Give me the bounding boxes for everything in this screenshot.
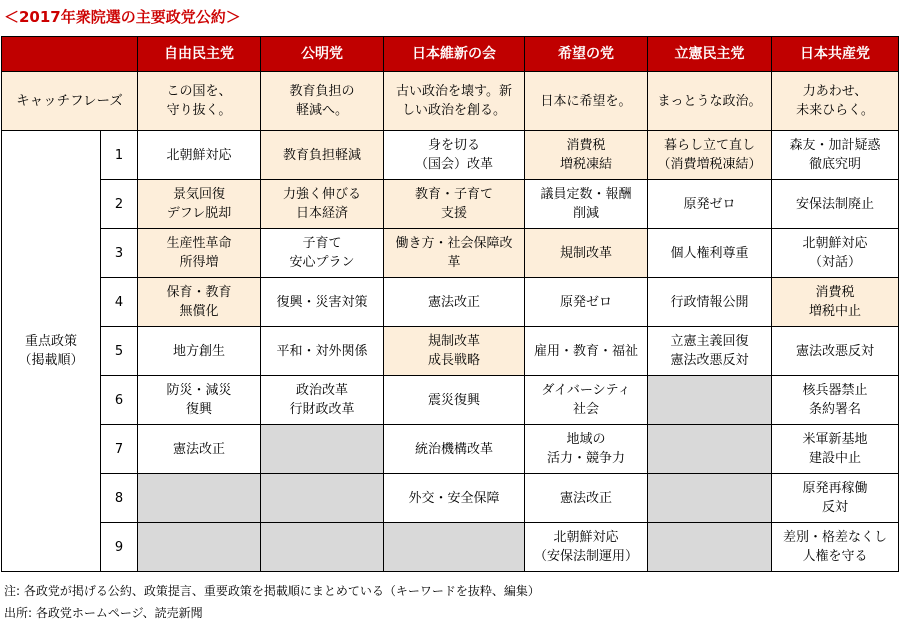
policy-cell: 政治改革 行財政改革 [261,376,384,425]
party-header: 自由民主党 [138,37,261,72]
policy-cell: ダイバーシティ 社会 [525,376,648,425]
catchphrase-cell: まっとうな政治。 [648,72,772,131]
page-title: ＜2017年衆院選の主要政党公約＞ [4,8,241,26]
party-header: 日本共産党 [772,37,899,72]
policy-cell: 憲法改正 [525,474,648,523]
policy-row [2,376,899,425]
empty-cell [261,523,384,572]
rank-number: 4 [101,278,138,327]
rank-number: 6 [101,376,138,425]
policy-cell: 震災復興 [384,376,525,425]
policy-cell: 原発ゼロ [648,180,772,229]
rank-number: 2 [101,180,138,229]
policy-cell: 防災・減災 復興 [138,376,261,425]
empty-cell [261,425,384,474]
rank-number: 3 [101,229,138,278]
policy-cell: 北朝鮮対応 （対話） [772,229,899,278]
policy-cell: 教育・子育て 支援 [384,180,525,229]
policy-cell: 憲法改正 [138,425,261,474]
policy-cell: 規制改革 成長戦略 [384,327,525,376]
manifesto-table [1,36,899,572]
header-corner [2,37,138,72]
source-text: 出所: 各政党ホームページ、読売新聞 [4,606,203,620]
catchphrase-label: キャッチフレーズ [2,72,138,131]
policy-cell: 雇用・教育・福祉 [525,327,648,376]
policy-cell: 行政情報公開 [648,278,772,327]
policy-row [2,278,899,327]
party-header: 希望の党 [525,37,648,72]
empty-cell [261,474,384,523]
policy-cell: 消費税 増税中止 [772,278,899,327]
rank-number: 1 [101,131,138,180]
policy-cell: 統治機構改革 [384,425,525,474]
policy-cell: 立憲主義回復 憲法改悪反対 [648,327,772,376]
policy-row [2,474,899,523]
catchphrase-cell: 力あわせ、 未来ひらく。 [772,72,899,131]
policy-cell: 働き方・社会保障改 革 [384,229,525,278]
policy-cell: 憲法改悪反対 [772,327,899,376]
policy-cell: 消費税 増税凍結 [525,131,648,180]
policy-cell: 復興・災害対策 [261,278,384,327]
policy-cell: 景気回復 デフレ脱却 [138,180,261,229]
footnotes [4,580,540,624]
policy-cell: 核兵器禁止 条約署名 [772,376,899,425]
policy-cell: 憲法改正 [384,278,525,327]
policy-cell: 森友・加計疑惑 徹底究明 [772,131,899,180]
rank-number: 9 [101,523,138,572]
party-header: 立憲民主党 [648,37,772,72]
policy-row [2,327,899,376]
empty-cell [138,523,261,572]
policy-cell: 差別・格差なくし 人権を守る [772,523,899,572]
policy-row [2,523,899,572]
policy-row [2,425,899,474]
policy-cell: 保育・教育 無償化 [138,278,261,327]
catchphrase-cell: この国を、 守り抜く。 [138,72,261,131]
party-header: 公明党 [261,37,384,72]
policy-cell: 安保法制廃止 [772,180,899,229]
policy-cell: 身を切る （国会）改革 [384,131,525,180]
policy-cell: 北朝鮮対応 [138,131,261,180]
empty-cell [648,474,772,523]
rank-number: 5 [101,327,138,376]
note-text: 注: 各政党が掲げる公約、政策提言、重要政策を掲載順にまとめている（キーワードを抜粋、編集） [4,584,540,598]
policy-row [2,180,899,229]
empty-cell [138,474,261,523]
catchphrase-cell: 日本に希望を。 [525,72,648,131]
policy-row [2,131,899,180]
policy-cell: 原発ゼロ [525,278,648,327]
catchphrase-cell: 教育負担の 軽減へ。 [261,72,384,131]
policy-cell: 地方創生 [138,327,261,376]
policy-cell: 議員定数・報酬 削減 [525,180,648,229]
policy-cell: 外交・安全保障 [384,474,525,523]
policy-cell: 暮らし立て直し （消費増税凍結） [648,131,772,180]
policy-cell: 規制改革 [525,229,648,278]
policy-cell: 子育て 安心プラン [261,229,384,278]
catchphrase-cell: 古い政治を壊す。新 しい政治を創る。 [384,72,525,131]
policy-label: 重点政策 （掲載順） [2,131,101,572]
policy-cell: 平和・対外関係 [261,327,384,376]
empty-cell [384,523,525,572]
catchphrase-row [2,72,899,131]
policy-cell: 地域の 活力・競争力 [525,425,648,474]
policy-cell: 北朝鮮対応 （安保法制運用） [525,523,648,572]
policy-row [2,229,899,278]
policy-cell: 生産性革命 所得増 [138,229,261,278]
policy-cell: 力強く伸びる 日本経済 [261,180,384,229]
policy-cell: 米軍新基地 建設中止 [772,425,899,474]
party-header-row [2,37,899,72]
empty-cell [648,425,772,474]
empty-cell [648,376,772,425]
policy-cell: 教育負担軽減 [261,131,384,180]
policy-cell: 個人権利尊重 [648,229,772,278]
policy-cell: 原発再稼働 反対 [772,474,899,523]
empty-cell [648,523,772,572]
rank-number: 7 [101,425,138,474]
party-header: 日本維新の会 [384,37,525,72]
rank-number: 8 [101,474,138,523]
